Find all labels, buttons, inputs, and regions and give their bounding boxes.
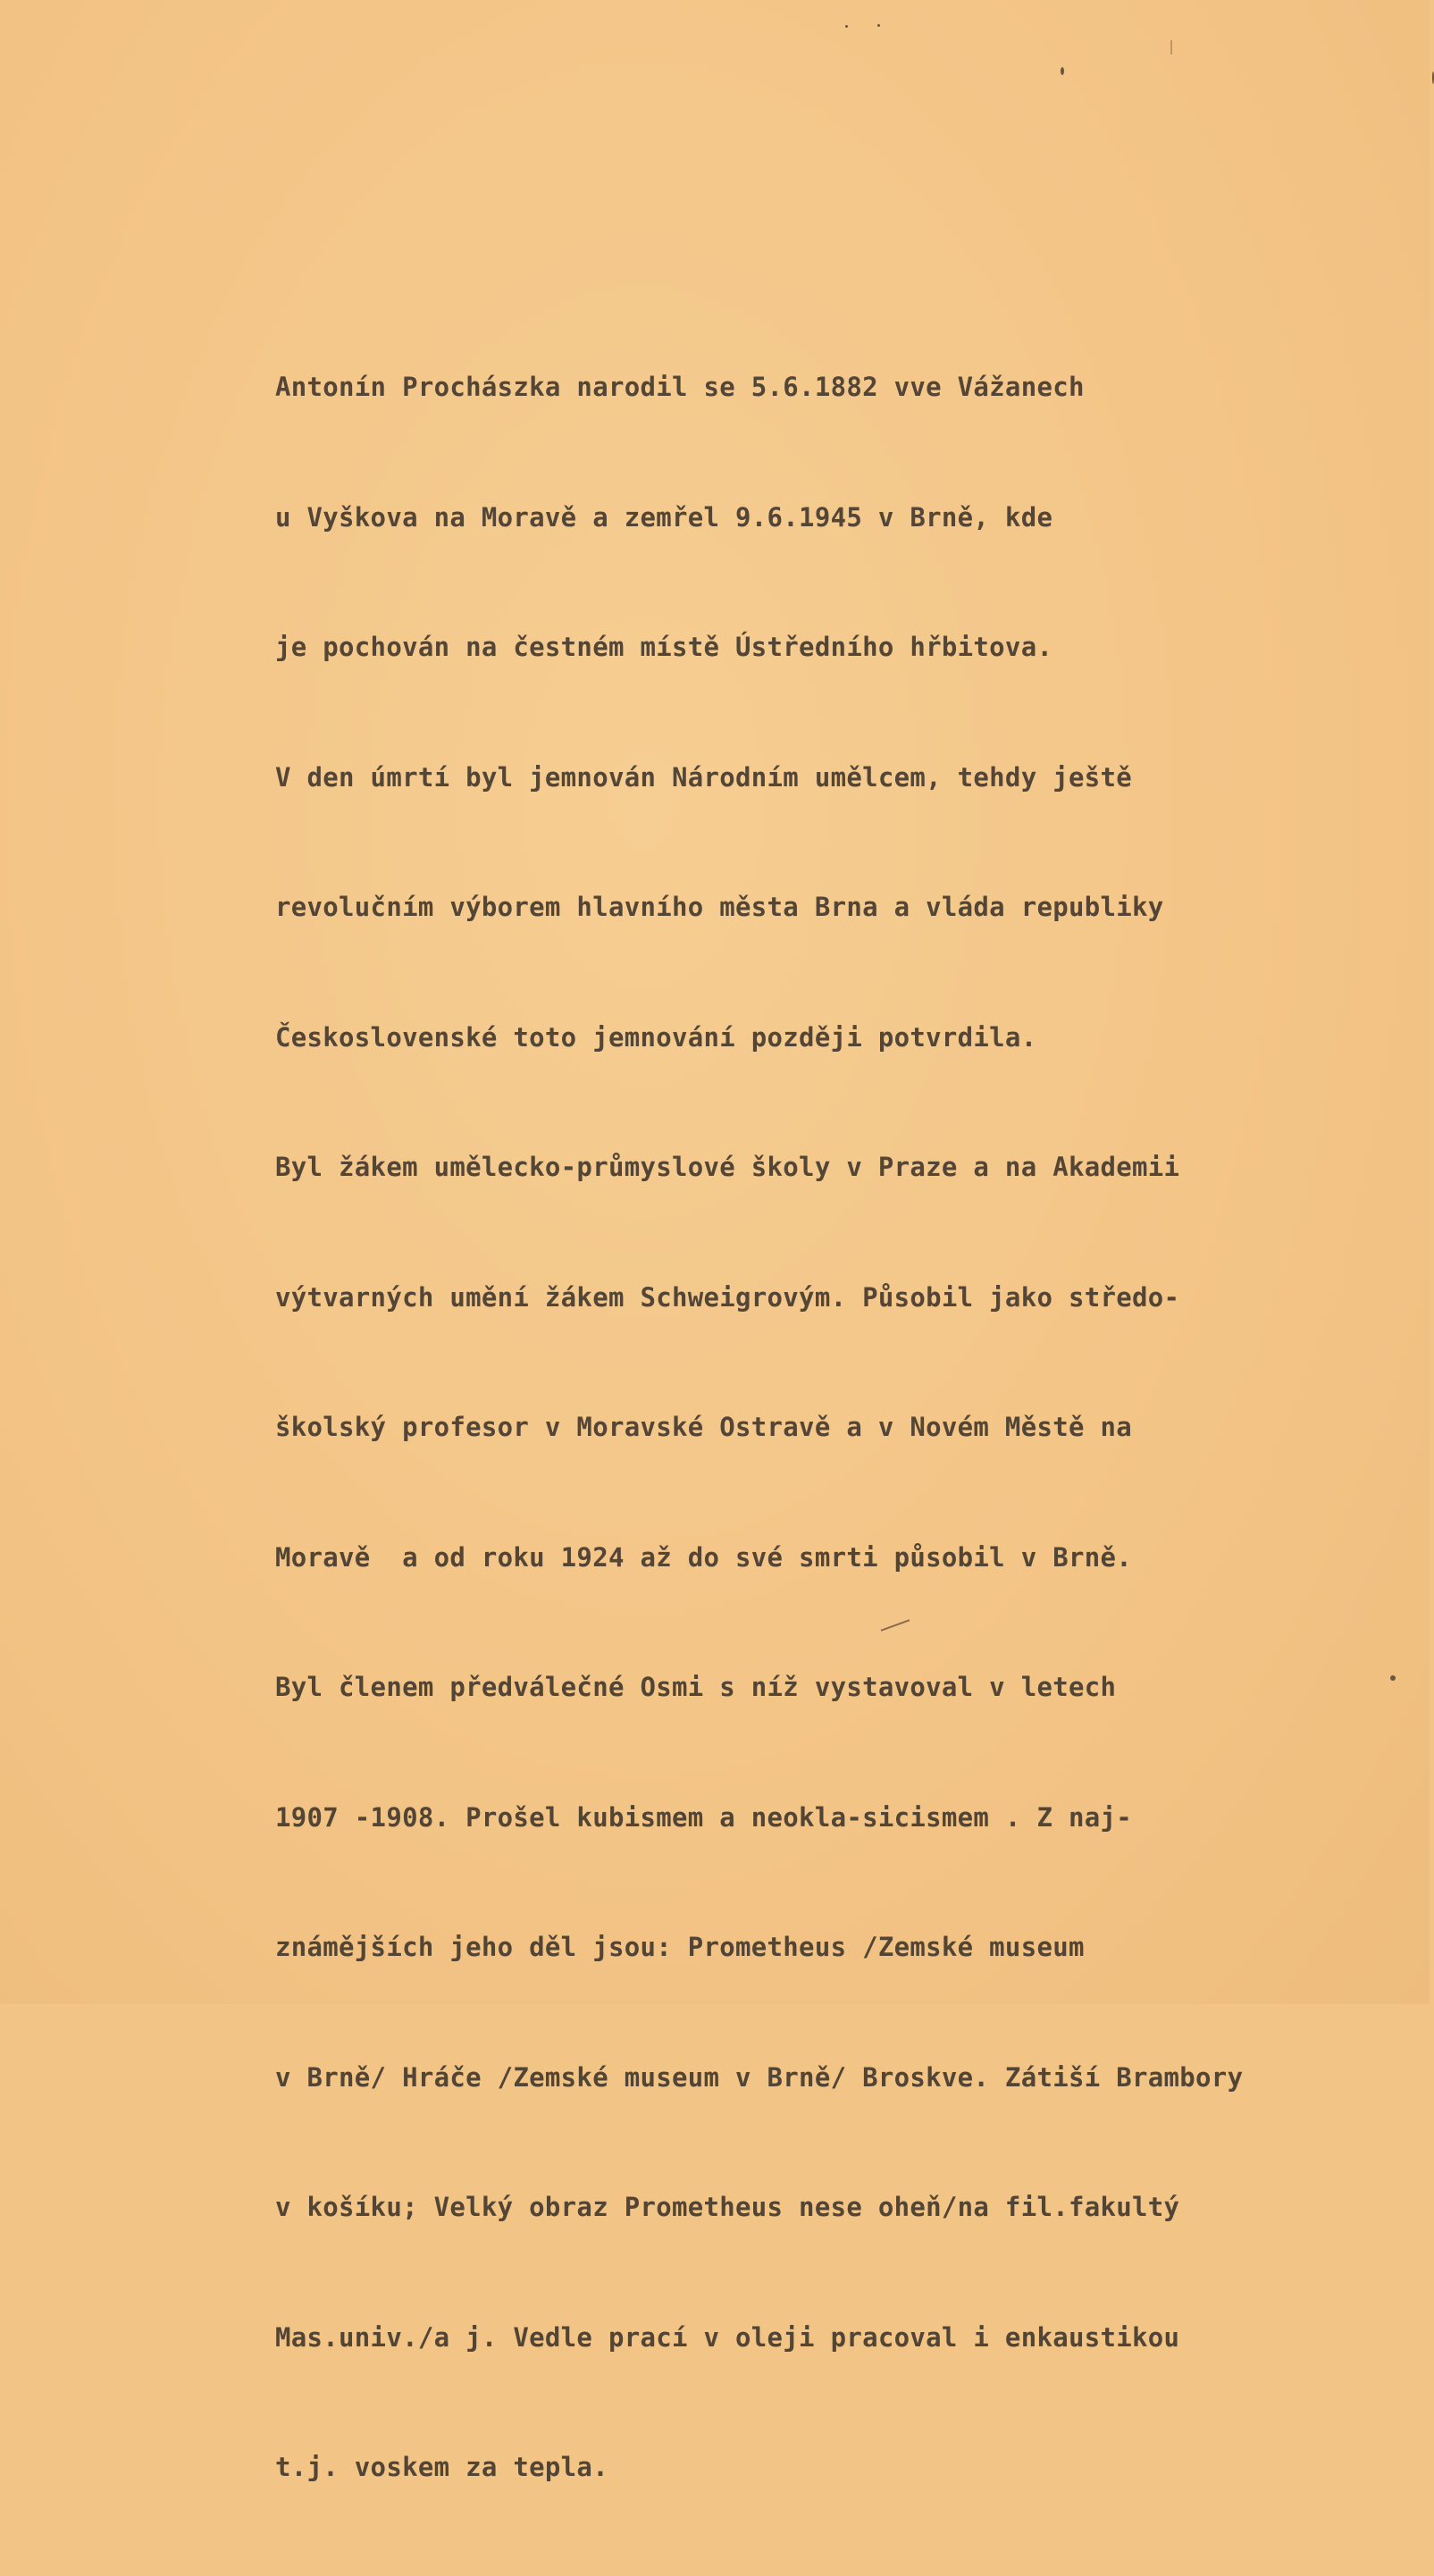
paper-speck — [1061, 67, 1064, 75]
text-line: Byl žákem umělecko-průmyslové školy v Praze a na Akademii — [275, 1152, 1180, 1182]
paper-mark — [1170, 40, 1172, 55]
text-line: Antonín Prochászka narodil se 5.6.1882 vve Vážanech — [275, 372, 1085, 402]
text-line: Československé toto jemnování později potvrdila. — [275, 1021, 1037, 1053]
text-line: u Vyškova na Moravě a zemřel 9.6.1945 v Brně, kde — [275, 501, 1053, 533]
text-line: školský profesor v Moravské Ostravě a v Novém Městě na — [275, 1412, 1133, 1442]
text-line: V den úmrtí byl jemnován Národním umělcem, tehdy ještě — [275, 761, 1133, 793]
paper-speck — [845, 25, 848, 28]
text-line: Byl členem předválečné Osmi s níž vystavoval v letech — [275, 1672, 1117, 1702]
text-line: v Brně/ Hráče /Zemské museum v Brně/ Broskve. Zátiší Brambory — [275, 2061, 1244, 2093]
text-line: v košíku; Velký obraz Prometheus nese oheň/na fil.fakultý — [275, 2192, 1180, 2222]
text-line: 1907 -1908. Prošel kubismem a neokla-sicismem . Z naj- — [275, 1801, 1133, 1833]
text-line: Mas.univ./a j. Vedle prací v oleji pracoval i enkaustikou — [275, 2321, 1180, 2353]
text-line: známějších jeho děl jsou: Prometheus /Zemské museum — [275, 1932, 1085, 1962]
text-line: t.j. voskem za tepla. — [275, 2452, 608, 2482]
text-line: Moravě a od roku 1924 až do své smrti působil v Brně. — [275, 1541, 1133, 1573]
text-line: je pochován na čestném místě Ústředního hřbitova. — [275, 632, 1053, 662]
text-line: revolučním výborem hlavního města Brna a vláda republiky — [275, 892, 1164, 922]
text-line: výtvarných umění žákem Schweigrovým. Působil jako středo- — [275, 1281, 1180, 1313]
paper-speck — [877, 24, 880, 27]
typewritten-paragraph — [275, 279, 1401, 2576]
